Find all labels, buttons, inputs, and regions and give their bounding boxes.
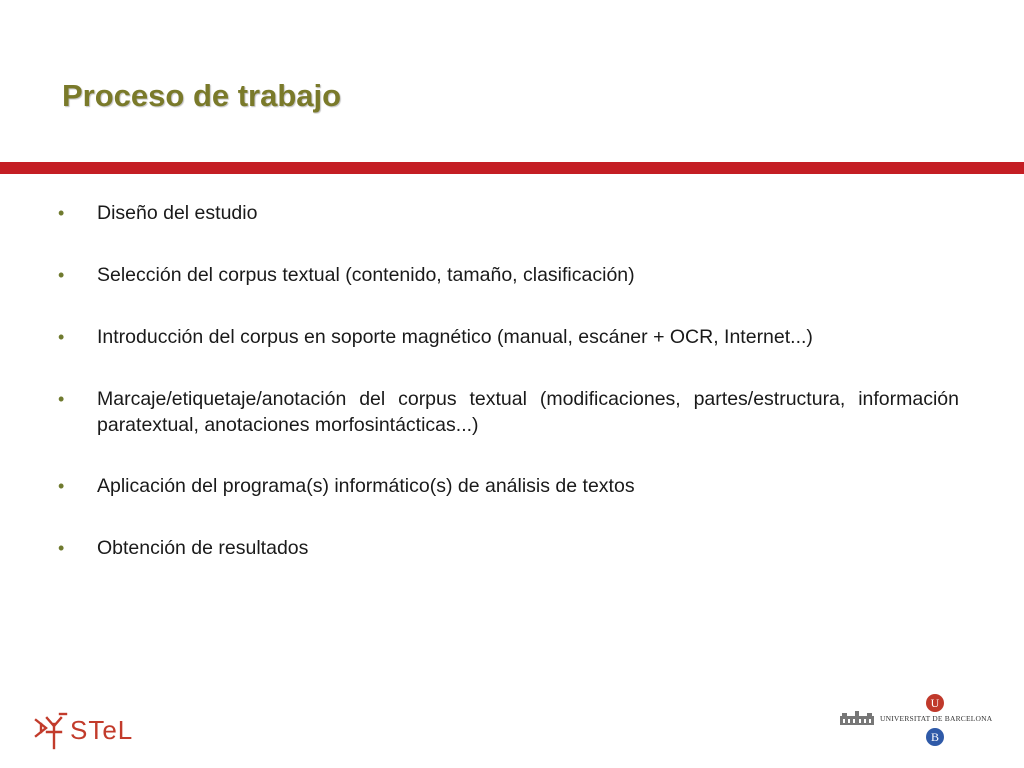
stel-symbol-icon [34, 710, 68, 750]
title-divider [0, 162, 1024, 174]
bullet-list [58, 200, 959, 597]
ub-u-emblem: U [926, 694, 944, 712]
bullet-marker: • [58, 389, 65, 409]
bullet-text: Obtención de resultados [97, 537, 309, 559]
bullet-text: Selección del corpus textual (contenido, tamaño, clasificación) [97, 264, 635, 286]
stel-logo [34, 710, 133, 750]
bullet-text: Introducción del corpus en soporte magnético (manual, escáner + OCR, Internet...) [97, 326, 813, 348]
bullet-marker: • [58, 265, 65, 285]
bullet-item [58, 324, 959, 350]
bullet-marker: • [58, 476, 65, 496]
bullet-item [58, 473, 959, 499]
ub-b-emblem: B [926, 728, 944, 746]
university-name: UNIVERSITAT DE BARCELONA [880, 714, 993, 723]
bullet-item [58, 200, 959, 226]
bullet-text: Diseño del estudio [97, 202, 258, 224]
slide-title: Proceso de trabajo [62, 78, 342, 113]
bullet-item [58, 386, 959, 438]
bullet-item [58, 535, 959, 561]
bullet-marker: • [58, 538, 65, 558]
university-building-icon [840, 711, 874, 725]
bullet-marker: • [58, 327, 65, 347]
bullet-item [58, 262, 959, 288]
bullet-text: Aplicación del programa(s) informático(s) de análisis de textos [97, 475, 635, 497]
bullet-text: Marcaje/etiquetaje/anotación del corpus textual (modificaciones, partes/estructura, información paratextual, anotaciones morfosintácticas...) [97, 388, 959, 436]
bullet-marker: • [58, 203, 65, 223]
stel-logo-text: STeL [70, 715, 134, 745]
